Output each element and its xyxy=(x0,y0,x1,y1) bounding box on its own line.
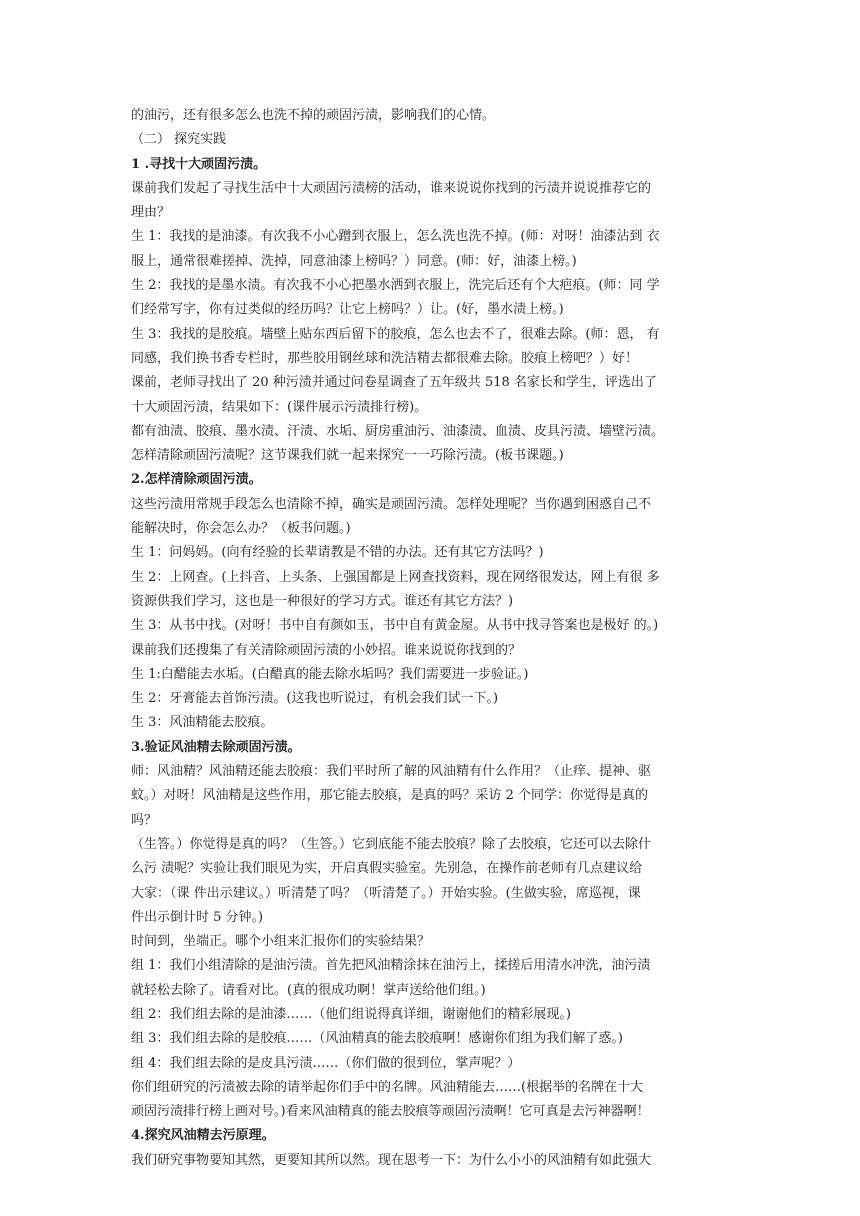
paragraph-line: 理由？ xyxy=(131,205,171,221)
paragraph-line: 我们研究事物要知其然，更要知其所以然。现在思考一下：为什么小小的风油精有如此强大 xyxy=(131,1152,652,1168)
paragraph-line: 生 2：上网查。(上抖音、上头条、上强国都是上网查找资料，现在网络很发达，网上有很 多 xyxy=(131,569,660,585)
section-heading: 3.验证风油精去除顽固污渍。 xyxy=(131,739,301,755)
paragraph-line: 资源供我们学习，这也是一种很好的学习方式。谁还有其它方法？) xyxy=(131,593,514,609)
paragraph-line: 课前我们还搜集了有关清除顽固污渍的小妙招。谁来说说你找到的？ xyxy=(131,642,522,658)
paragraph-line: 们经常写字，你有过类似的经历吗？让它上榜吗？）让。(好，墨水渍上榜。) xyxy=(131,302,564,318)
paragraph-line: 十大顽固污渍，结果如下：(课件展示污渍排行榜)。 xyxy=(131,399,428,415)
document-page xyxy=(131,104,733,1173)
paragraph-line: 就轻松去除了。请看对比。(真的很成功啊！掌声送给他们组。) xyxy=(131,982,486,998)
paragraph-line: 组 3：我们组去除的是胶痕……（风油精真的能去胶痕啊！感谢你们组为我们解了惑。) xyxy=(131,1031,623,1047)
paragraph-line: 怎样清除顽固污渍呢？这节课我们就一起来探究一一巧除污渍。(板书课题。) xyxy=(131,448,564,464)
paragraph-line: 都有油渍、胶痕、墨水渍、汗渍、水垢、厨房重油污、油漆渍、血渍、皮具污渍、墙壁污渍。 xyxy=(131,423,665,439)
paragraph-line: 时间到，坐端正。哪个小组来汇报你们的实验结果？ xyxy=(131,934,431,950)
paragraph-line: 生 1：我找的是油漆。有次我不小心蹭到衣服上，怎么洗也洗不掉。(师：对呀！油漆沾到 衣 xyxy=(131,229,660,245)
paragraph-line: 师：风油精？风油精还能去胶痕：我们平时所了解的风油精有什么作用？（止痒、提神、驱 xyxy=(131,764,652,780)
paragraph-line: 你们组研究的污渍被去除的请举起你们手中的名牌。风油精能去……(根据举的名牌在十大 xyxy=(131,1079,644,1095)
paragraph-line: 组 2：我们组去除的是油漆……（他们组说得真详细，谢谢他们的精彩展现。) xyxy=(131,1006,571,1022)
paragraph-line: 顽固污渍排行榜上画对号。)看来风油精真的能去胶痕等顽固污渍啊！它可真是去污神器啊！ xyxy=(131,1104,650,1120)
paragraph-line: 生 1:白醋能去水垢。(白醋真的能去除水垢吗？我们需要进一步验证。) xyxy=(131,666,529,682)
paragraph-line: 么污 渍呢？实验让我们眼见为实，开启真假实验室。先别急，在操作前老师有几点建议给 xyxy=(131,861,643,877)
paragraph-line: 生 1：问妈妈。(向有经验的长辈请教是不错的办法。还有其它方法吗？) xyxy=(131,545,544,561)
paragraph-line: 课前，老师寻找出了 20 种污渍并通过问卷星调查了五年级共 518 名家长和学生，评选出了 xyxy=(131,375,657,391)
section-heading: 4.探究风油精去污原理。 xyxy=(131,1128,275,1144)
paragraph-line: 组 1：我们小组清除的是油污渍。首先把风油精涂抹在油污上，揉搓后用清水冲洗，油污渍 xyxy=(131,958,651,974)
paragraph-line: 生 3：从书中找。(对呀！书中自有颜如玉，书中自有黄金屋。从书中找寻答案也是极好 的。) xyxy=(131,618,659,634)
paragraph-line: 的油污，还有很多怎么也洗不掉的顽固污渍，影响我们的心情。 xyxy=(131,108,496,123)
paragraph-line: 生 2：牙膏能去首饰污渍。(这我也听说过，有机会我们试一下。) xyxy=(131,691,499,707)
paragraph-line: 大家：（课 件出示建议。）听清楚了吗？（听清楚了。）开始实验。(生做实验，席巡视，课 xyxy=(131,885,641,901)
paragraph-line: 吗？ xyxy=(131,812,158,828)
section-heading: 1 .寻找十大顽固污渍。 xyxy=(131,156,267,172)
paragraph-line: 生 3：风油精能去胶痕。 xyxy=(131,715,274,731)
paragraph-line: 生 3：我找的是胶痕。墙壁上贴东西后留下的胶痕，怎么也去不了，很难去除。(师：恩， 有 xyxy=(131,326,660,342)
paragraph-line: 服上，通常很难搓掉、洗掉，同意油漆上榜吗？）同意。(师：好，油漆上榜。) xyxy=(131,253,577,269)
paragraph-line: 这些污渍用常规手段怎么也清除不掉，确实是顽固污渍。怎样处理呢？当你遇到困惑自己不 xyxy=(131,496,652,512)
paragraph-line: 件出示倒计时 5 分钟。) xyxy=(131,909,264,925)
paragraph-line: 同感，我们换书香专栏时，那些胶用钢丝球和洗洁精去都很难去除。胶痕上榜吧？）好！ xyxy=(131,350,639,366)
section-heading: 2.怎样清除顽固污渍。 xyxy=(131,472,262,488)
paragraph-line: （二） 探究实践 xyxy=(131,132,227,148)
paragraph-line: （生答。）你觉得是真的吗？（生答。）它到底能不能去胶痕？除了去胶痕，它还可以去除什 xyxy=(131,836,652,852)
paragraph-line: 能解决时，你会怎么办？（板书问题。) xyxy=(131,521,351,537)
paragraph-line: 组 4：我们组去除的是皮具污渍……（你们做的很到位，掌声呢？） xyxy=(131,1055,521,1071)
paragraph-line: 蚊。）对呀！风油精是这些作用，那它能去胶痕，是真的吗？采访 2 个同学：你觉得是真的 xyxy=(131,788,649,804)
paragraph-line: 课前我们发起了寻找生活中十大顽固污渍榜的活动，谁来说说你找到的污渍并说说推荐它的 xyxy=(131,180,652,196)
paragraph-line: 生 2：我找的是墨水渍。有次我不小心把墨水洒到衣服上，洗完后还有个大疤痕。(师：同 学 xyxy=(131,278,660,294)
